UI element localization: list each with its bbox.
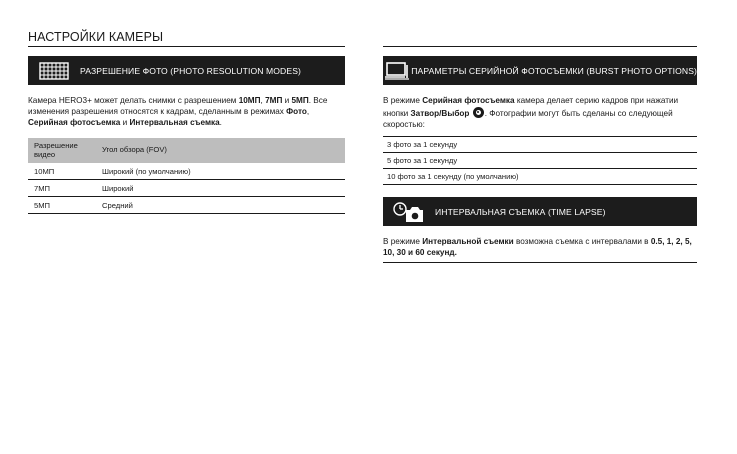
table-row: 7МП Широкий <box>28 180 345 197</box>
table-row: 5МП Средний <box>28 197 345 214</box>
header-fov: Угол обзора (FOV) <box>102 145 167 155</box>
burst-options-header <box>383 56 697 85</box>
list-item: 3 фото за 1 секунду <box>383 136 697 153</box>
burst-photos-icon <box>384 62 410 80</box>
time-lapse-camera-icon <box>392 201 426 223</box>
resolution-paragraph: Камера HERO3+ может делать снимки с разрешением 10МП, 7МП и 5МП. Все изменения разрешения относятся к кадрам, сделанным в режимах Фото, Серийная фотосъемка и Интервальная съемка. <box>28 96 328 127</box>
time-lapse-paragraph: В режиме Интервальной съемки возможна съемка с интервалами в 0.5, 1, 2, 5, 10, 30 и 60 секунд. <box>383 237 692 257</box>
right-top-rule <box>383 46 697 47</box>
page-title: НАСТРОЙКИ КАМЕРЫ <box>28 30 164 44</box>
photo-resolution-title: РАЗРЕШЕНИЕ ФОТО (PHOTO RESOLUTION MODES) <box>80 65 301 76</box>
burst-options-list <box>383 136 697 185</box>
table-header <box>28 138 345 163</box>
photo-resolution-header <box>28 56 345 85</box>
burst-paragraph: В режиме Серийная фотосъемка камера делает серию кадров при нажатии кнопки Затвор/Выбор . Фотографии могут быть сделаны со следующей скоростью: <box>383 96 679 129</box>
list-item: 5 фото за 1 секунду <box>383 153 697 169</box>
time-lapse-title: ИНТЕРВАЛЬНАЯ СЪЕМКА (TIME LAPSE) <box>435 206 606 217</box>
table-row: 10МП Широкий (по умолчанию) <box>28 163 345 180</box>
time-lapse-rule <box>383 262 697 263</box>
time-lapse-header <box>383 197 697 226</box>
title-rule <box>28 46 345 47</box>
resolution-table <box>28 138 345 214</box>
grid-resolution-icon <box>39 62 69 80</box>
shutter-select-icon <box>473 107 484 118</box>
list-item: 10 фото за 1 секунду (по умолчанию) <box>383 169 697 185</box>
header-resolution: Разрешение видео <box>34 140 78 159</box>
burst-options-title: ПАРАМЕТРЫ СЕРИЙНОЙ ФОТОСЪЕМКИ (BURST PHOTO OPTIONS) <box>411 65 697 76</box>
